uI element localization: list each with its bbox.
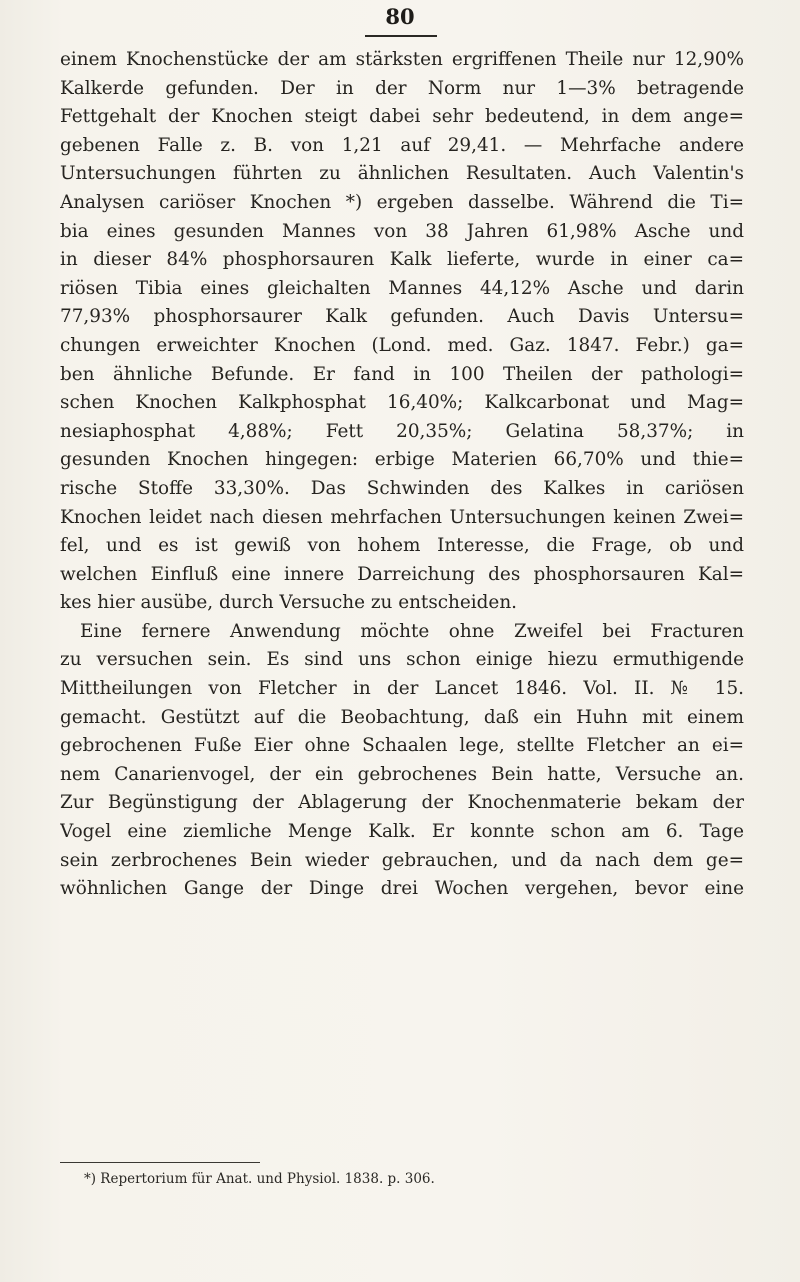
- text-line: Analysen cariöser Knochen *) ergeben dasselbe. Während die Ti=: [60, 191, 744, 213]
- text-line: gesunden Knochen hingegen: erbige Materien 66,70% und thie=: [60, 449, 744, 471]
- text-line: sein zerbrochenes Bein wieder gebrauchen, und da nach dem ge=: [60, 849, 744, 871]
- text-line: nesiaphosphat 4,88%; Fett 20,35%; Gelatina 58,37%; in: [60, 420, 744, 442]
- text-line: schen Knochen Kalkphosphat 16,40%; Kalkcarbonat und Mag=: [60, 392, 744, 414]
- text-line: Fettgehalt der Knochen steigt dabei sehr bedeutend, in dem ange=: [60, 106, 744, 128]
- text-line: Untersuchungen führten zu ähnlichen Resultaten. Auch Valentin's: [60, 163, 744, 185]
- text-line: Eine fernere Anwendung möchte ohne Zweifel bei Fracturen: [80, 620, 744, 642]
- text-line: gebrochenen Fuße Eier ohne Schaalen lege, stellte Fletcher an ei=: [60, 735, 744, 757]
- text-line: in dieser 84% phosphorsauren Kalk lieferte, wurde in einer ca=: [60, 249, 744, 271]
- text-line: zu versuchen sein. Es sind uns schon einige hiezu ermuthigende: [60, 649, 744, 671]
- page-number: 80: [385, 4, 415, 29]
- text-line: bia eines gesunden Mannes von 38 Jahren 61,98% Asche und: [60, 220, 744, 242]
- text-line: einem Knochenstücke der am stärksten ergriffenen Theile nur 12,90%: [60, 49, 744, 70]
- text-line: nem Canarienvogel, der ein gebrochenes Bein hatte, Versuche an.: [60, 763, 744, 785]
- text-line: Mittheilungen von Fletcher in der Lancet 1846. Vol. II. № 15.: [60, 678, 744, 700]
- text-line: chungen erweichter Knochen (Lond. med. Gaz. 1847. Febr.) ga=: [60, 334, 744, 356]
- text-line: wöhnlichen Gange der Dinge drei Wochen vergehen, bevor eine: [60, 878, 744, 900]
- text-line: gemacht. Gestützt auf die Beobachtung, daß ein Huhn mit einem: [60, 706, 744, 728]
- text-line: Knochen leidet nach diesen mehrfachen Untersuchungen keinen Zwei=: [60, 506, 744, 528]
- text-line: 77,93% phosphorsaurer Kalk gefunden. Auch Davis Untersu=: [60, 306, 744, 328]
- text-line: kes hier ausübe, durch Versuche zu entscheiden.: [60, 592, 518, 614]
- text-line: ben ähnliche Befunde. Er fand in 100 Theilen der pathologi=: [60, 363, 744, 385]
- text-line: fel, und es ist gewiß von hohem Interesse, die Frage, ob und: [60, 535, 744, 557]
- text-line: Zur Begünstigung der Ablagerung der Knochenmaterie bekam der: [60, 792, 744, 814]
- text-line: rische Stoffe 33,30%. Das Schwinden des Kalkes in cariösen: [60, 477, 744, 499]
- text-line: gebenen Falle z. B. von 1,21 auf 29,41. — Mehrfache andere: [60, 134, 744, 156]
- text-line: Vogel eine ziemliche Menge Kalk. Er konnte schon am 6. Tage: [60, 821, 744, 843]
- body-text: [60, 46, 744, 904]
- footnote: *) Repertorium für Anat. und Physiol. 1838. p. 306.: [84, 1171, 435, 1187]
- footnote-rule: [60, 1162, 260, 1163]
- text-line: riösen Tibia eines gleichalten Mannes 44,12% Asche und darin: [60, 277, 744, 299]
- text-line: Kalkerde gefunden. Der in der Norm nur 1—3% betragende: [60, 77, 744, 99]
- text-line: welchen Einfluß eine innere Darreichung des phosphorsauren Kal=: [60, 563, 744, 585]
- header-rule: [365, 35, 437, 37]
